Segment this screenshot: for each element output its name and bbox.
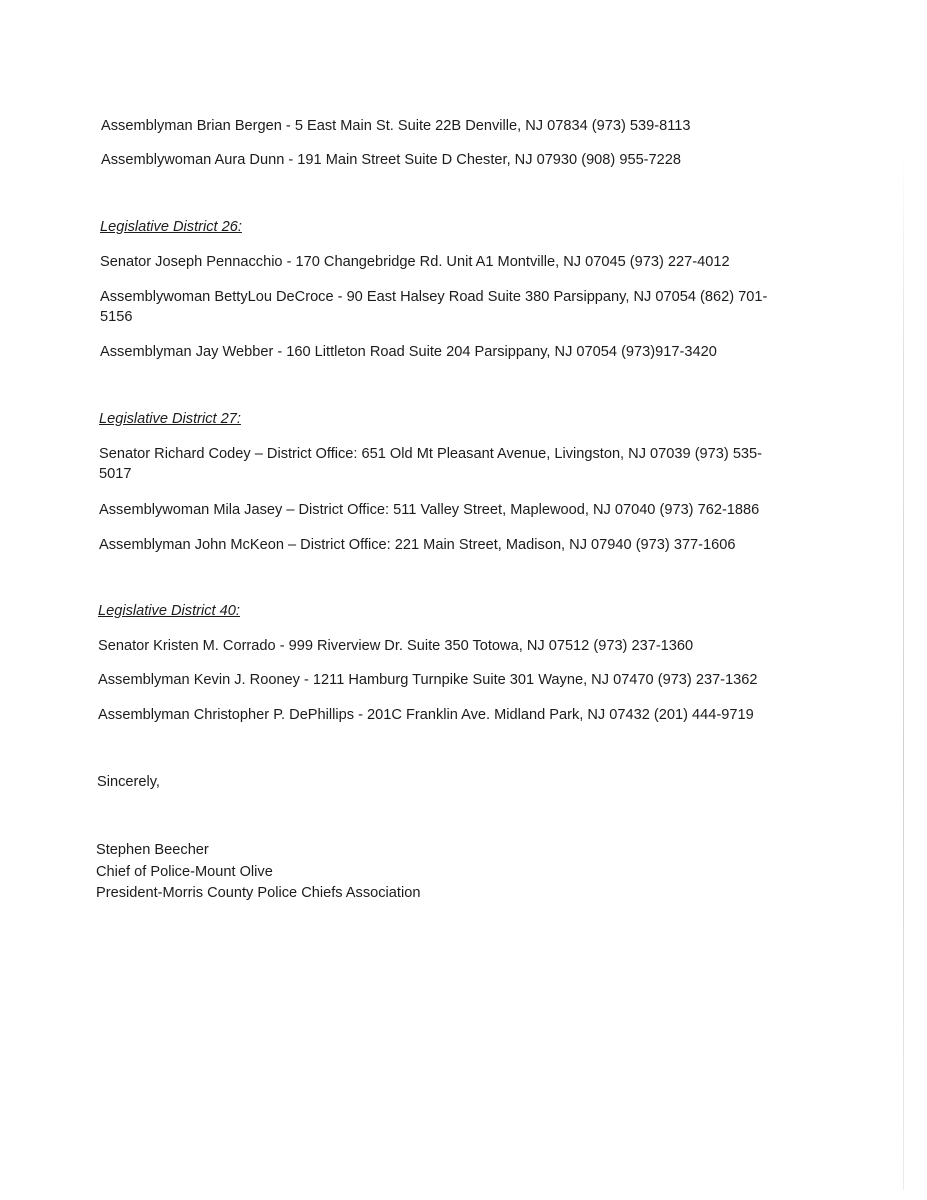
signer-title: President-Morris County Police Chiefs Association — [96, 885, 421, 901]
district-40-heading: Legislative District 40: — [98, 603, 240, 619]
legislator-entry: Assemblywoman Aura Dunn - 191 Main Street Suite D Chester, NJ 07930 (908) 955-7228 — [101, 152, 682, 168]
district-27-heading: Legislative District 27: — [99, 411, 241, 427]
legislator-entry: Senator Richard Codey – District Office: 651 Old Mt Pleasant Avenue, Livingston, NJ 07039 (973) 535-5017 — [99, 446, 763, 482]
legislator-entry: Assemblywoman BettyLou DeCroce - 90 East Halsey Road Suite 380 Parsippany, NJ 07054 (862) 701-5156 — [100, 289, 768, 325]
legislator-entry: Senator Kristen M. Corrado - 999 Riverview Dr. Suite 350 Totowa, NJ 07512 (973) 237-1360 — [98, 638, 694, 654]
legislator-entry: Assemblyman Christopher P. DePhillips - 201C Franklin Ave. Midland Park, NJ 07432 (201) 444-9719 — [98, 707, 754, 723]
legislator-entry: Assemblyman John McKeon – District Office: 221 Main Street, Madison, NJ 07940 (973) 377-1606 — [99, 537, 736, 553]
district-26-heading: Legislative District 26: — [100, 219, 242, 235]
signer-name: Stephen Beecher — [96, 842, 209, 858]
signature-block — [96, 840, 420, 905]
closing-salutation: Sincerely, — [97, 774, 160, 790]
scan-edge-line — [903, 150, 904, 1190]
legislator-entry: Assemblyman Brian Bergen - 5 East Main St. Suite 22B Denville, NJ 07834 (973) 539-8113 — [101, 118, 691, 134]
legislator-entry: Assemblyman Jay Webber - 160 Littleton Road Suite 204 Parsippany, NJ 07054 (973)917-3420 — [100, 344, 717, 360]
signer-title: Chief of Police-Mount Olive — [96, 863, 273, 880]
legislator-entry: Assemblyman Kevin J. Rooney - 1211 Hamburg Turnpike Suite 301 Wayne, NJ 07470 (973) 237-1362 — [98, 672, 758, 688]
legislator-entry: Senator Joseph Pennacchio - 170 Changebridge Rd. Unit A1 Montville, NJ 07045 (973) 227-4012 — [100, 254, 730, 270]
legislator-entry: Assemblywoman Mila Jasey – District Office: 511 Valley Street, Maplewood, NJ 07040 (973) 762-1886 — [99, 502, 760, 518]
